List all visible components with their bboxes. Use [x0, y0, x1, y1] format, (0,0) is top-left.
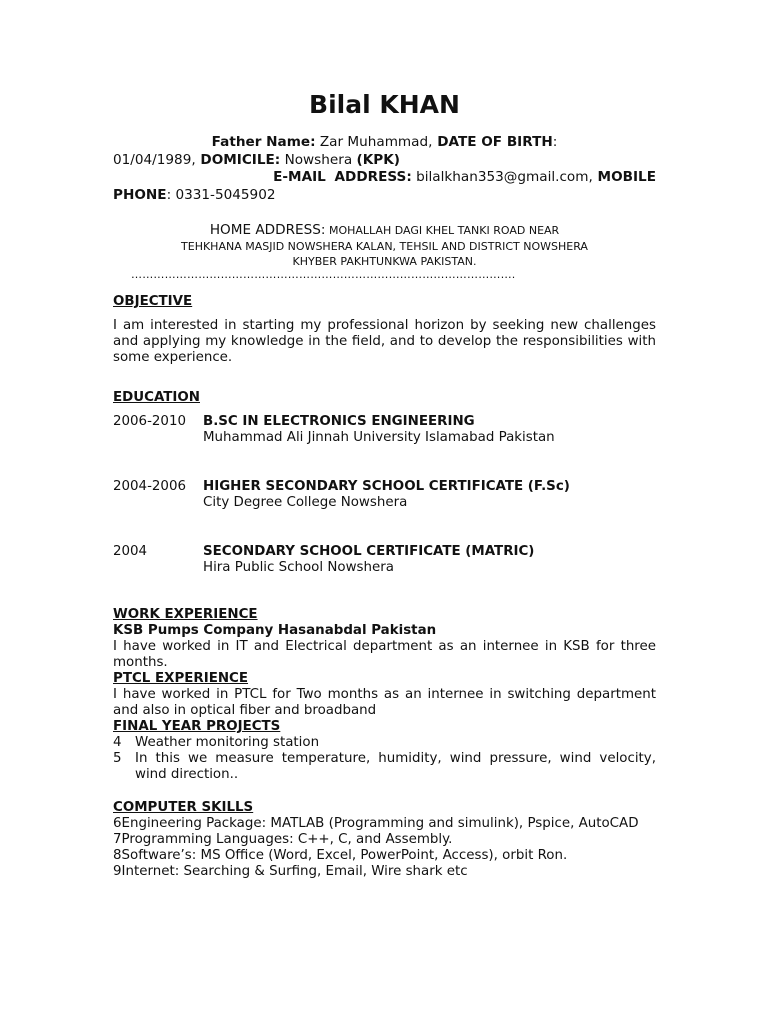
education-details	[203, 479, 570, 511]
education-list	[113, 414, 656, 578]
home-address-label: HOME ADDRESS:	[209, 222, 326, 238]
contact-block	[113, 134, 656, 204]
project-item	[113, 735, 656, 751]
ptcl-text: I have worked in PTCL for Two months as an internee in switching department and also in optical fiber and broadband	[113, 687, 656, 718]
dob-label: DATE OF BIRTH	[432, 134, 553, 150]
education-details	[203, 544, 534, 576]
work-text: I have worked in IT and Electrical department as an internee in KSB for three months.	[113, 639, 656, 670]
objective-text: I am interested in starting my professional horizon by seeking new challenges and applying my knowledge in the field, and to develop the responsibilities with some experience.	[113, 318, 656, 365]
contact-line-3	[113, 169, 656, 187]
ptcl-heading: PTCL EXPERIENCE	[113, 671, 249, 686]
objective-section	[113, 294, 656, 366]
projects-heading: FINAL YEAR PROJECTS	[113, 719, 281, 734]
phone-value: : 0331-5045902	[166, 186, 276, 203]
skill-item: 6Engineering Package: MATLAB (Programming and simulink), Pspice, AutoCAD	[113, 816, 639, 831]
candidate-name: Bilal KHAN	[309, 90, 460, 119]
education-years: 2004-2006	[113, 479, 186, 494]
skills-heading: COMPUTER SKILLS	[113, 800, 254, 815]
home-address	[113, 222, 656, 269]
education-institution: Hira Public School Nowshera	[203, 560, 394, 575]
education-entry	[113, 479, 656, 513]
father-name-label: Father Name:	[211, 134, 316, 150]
project-number: 5	[113, 751, 122, 766]
home-address-part-1: MOHALLAH DAGI KHEL TANKI ROAD NEAR	[325, 224, 560, 237]
project-text: Weather monitoring station	[135, 735, 320, 750]
email-label: E-MAIL ADDRESS:	[273, 169, 412, 186]
education-degree: HIGHER SECONDARY SCHOOL CERTIFICATE (F.Sc)	[203, 479, 570, 494]
project-number: 4	[113, 735, 122, 750]
home-address-line-3: KHYBER PAKHTUNKWA PAKISTAN.	[292, 255, 477, 268]
education-years: 2004	[113, 544, 148, 559]
domicile-value: Nowshera	[280, 151, 357, 168]
mobile-label: MOBILE	[592, 169, 656, 186]
domicile-region: (KPK)	[356, 151, 400, 168]
education-heading: EDUCATION	[113, 390, 200, 405]
skills-section	[113, 800, 656, 880]
objective-heading: OBJECTIVE	[113, 294, 193, 309]
dotted-separator: ………………………………………………………………………………………….	[131, 268, 516, 281]
education-degree: SECONDARY SCHOOL CERTIFICATE (MATRIC)	[203, 544, 535, 559]
education-details	[203, 414, 555, 446]
skill-item: 9Internet: Searching & Surfing, Email, Wire shark etc	[113, 864, 468, 879]
skill-item: 7Programming Languages: C++, C, and Assembly.	[113, 832, 453, 847]
work-company: KSB Pumps Company Hasanabdal Pakistan	[113, 623, 437, 638]
project-text: In this we measure temperature, humidity, wind pressure, wind velocity, wind direction..	[135, 751, 656, 782]
education-degree: B.SC IN ELECTRONICS ENGINEERING	[203, 414, 475, 429]
skill-item: 8Software’s: MS Office (Word, Excel, PowerPoint, Access), orbit Ron.	[113, 848, 568, 863]
domicile-label: DOMICILE:	[195, 151, 281, 168]
education-entry	[113, 544, 656, 578]
project-item	[113, 751, 656, 783]
phone-label: PHONE	[113, 186, 167, 203]
work-section	[113, 607, 656, 783]
contact-line-1	[113, 134, 656, 152]
education-years: 2006-2010	[113, 414, 186, 429]
dob-value: 01/04/1989,	[113, 151, 196, 168]
contact-line-2	[113, 152, 656, 170]
work-heading: WORK EXPERIENCE	[113, 607, 258, 622]
dob-colon: :	[552, 134, 558, 150]
education-institution: Muhammad Ali Jinnah University Islamabad Pakistan	[203, 430, 555, 445]
home-address-line-2: TEHKHANA MASJID NOWSHERA KALAN, TEHSIL AND DISTRICT NOWSHERA	[181, 240, 588, 253]
education-institution: City Degree College Nowshera	[203, 495, 408, 510]
education-entry	[113, 414, 656, 448]
contact-line-4	[113, 187, 656, 205]
email-value[interactable]: bilalkhan353@gmail.com,	[411, 169, 593, 186]
education-section	[113, 390, 656, 578]
home-address-line-1	[113, 222, 656, 239]
father-name-value: Zar Muhammad,	[315, 134, 433, 150]
